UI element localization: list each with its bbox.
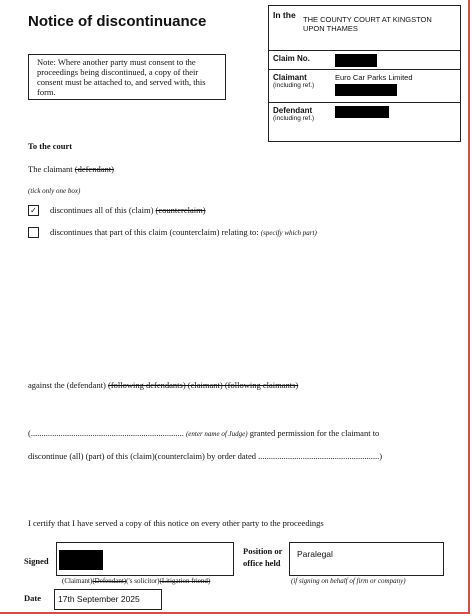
court-name-cell: [269, 6, 460, 51]
certify-statement: I certify that I have served a copy of this notice on every other party to the proceedings: [28, 518, 324, 528]
option2-text: discontinues that part of this claim (counterclaim) relating to:: [50, 227, 259, 237]
signature-box[interactable]: [56, 542, 234, 576]
defendant-sublabel: (including ref.): [273, 115, 315, 122]
signed-caption-struck2: (Litigation friend): [159, 577, 211, 585]
claimant-row: [269, 70, 460, 103]
defendant-redaction: [335, 106, 389, 118]
claim-no-redaction: [335, 54, 377, 67]
judge-hint: (enter name of Judge): [185, 430, 248, 438]
against-struck: (following defendants) (claimant) (following claimants): [108, 380, 299, 390]
judge-permission-line: [28, 428, 379, 438]
position-caption: (if signing on behalf of firm or company): [291, 577, 406, 585]
discontinue-all-checkbox[interactable]: ✓: [28, 205, 39, 216]
discontinue-part-label: [50, 227, 317, 237]
discontinue-all-label: [50, 205, 206, 215]
option1-text: discontinues all of this (claim): [50, 205, 154, 215]
claimant-value[interactable]: [333, 70, 460, 102]
claimant-label-cell: [269, 70, 333, 102]
consent-note: Note: Where another party must consent to the proceedings being discontinued, a copy of their consent must be attached to, and served with, this form.: [28, 54, 226, 100]
claim-no-row: [269, 51, 460, 70]
defendant-label: Defendant: [273, 106, 313, 115]
claim-no-value[interactable]: [333, 51, 460, 69]
against-prefix: against the (defendant): [28, 380, 106, 390]
claimant-line-struck: (defendant): [74, 164, 114, 174]
option1-struck: (counterclaim): [155, 205, 206, 215]
against-line: [28, 380, 298, 390]
defendant-row: [269, 103, 460, 141]
claimant-name: Euro Car Parks Limited: [335, 73, 413, 82]
defendant-value[interactable]: [333, 103, 460, 141]
signed-caption: [62, 577, 210, 585]
court-details-table: [268, 5, 461, 142]
signed-caption-mid: ('s solicitor): [126, 577, 160, 585]
tick-only-instruction: (tick only one box): [28, 187, 81, 195]
claimant-line: [28, 164, 114, 174]
claimant-sublabel: (including ref.): [273, 82, 315, 89]
discontinue-order-line: discontinue (all) (part) of this (claim)(counterclaim) by order dated .........................................................): [28, 451, 383, 461]
signature-redaction: [59, 550, 103, 570]
form-title: Notice of discontinuance: [28, 13, 207, 30]
claimant-line-prefix: The claimant: [28, 164, 73, 174]
defendant-label-cell: [269, 103, 333, 141]
court-name: THE COUNTY COURT AT KINGSTON UPON THAMES: [303, 15, 432, 33]
claimant-ref-redaction: [335, 84, 397, 96]
position-field[interactable]: Paralegal: [289, 542, 444, 576]
in-the-label: In the: [273, 10, 296, 20]
signed-caption-prefix: (Claimant): [62, 577, 93, 585]
judge-dots: (........................................................................: [28, 428, 184, 438]
to-the-court-heading: To the court: [28, 141, 73, 151]
discontinue-part-checkbox[interactable]: [28, 227, 39, 238]
date-field[interactable]: 17th September 2025: [54, 589, 162, 610]
signed-label: Signed: [24, 556, 49, 566]
judge-rest: granted permission for the claimant to: [249, 428, 380, 438]
signed-caption-struck1: (Defendant): [92, 577, 127, 585]
option2-hint: (specify which part): [260, 229, 317, 237]
claimant-label: Claimant: [273, 73, 307, 82]
position-label: Position or office held: [243, 546, 283, 568]
date-label: Date: [24, 593, 41, 603]
claim-no-label: Claim No.: [273, 54, 310, 63]
